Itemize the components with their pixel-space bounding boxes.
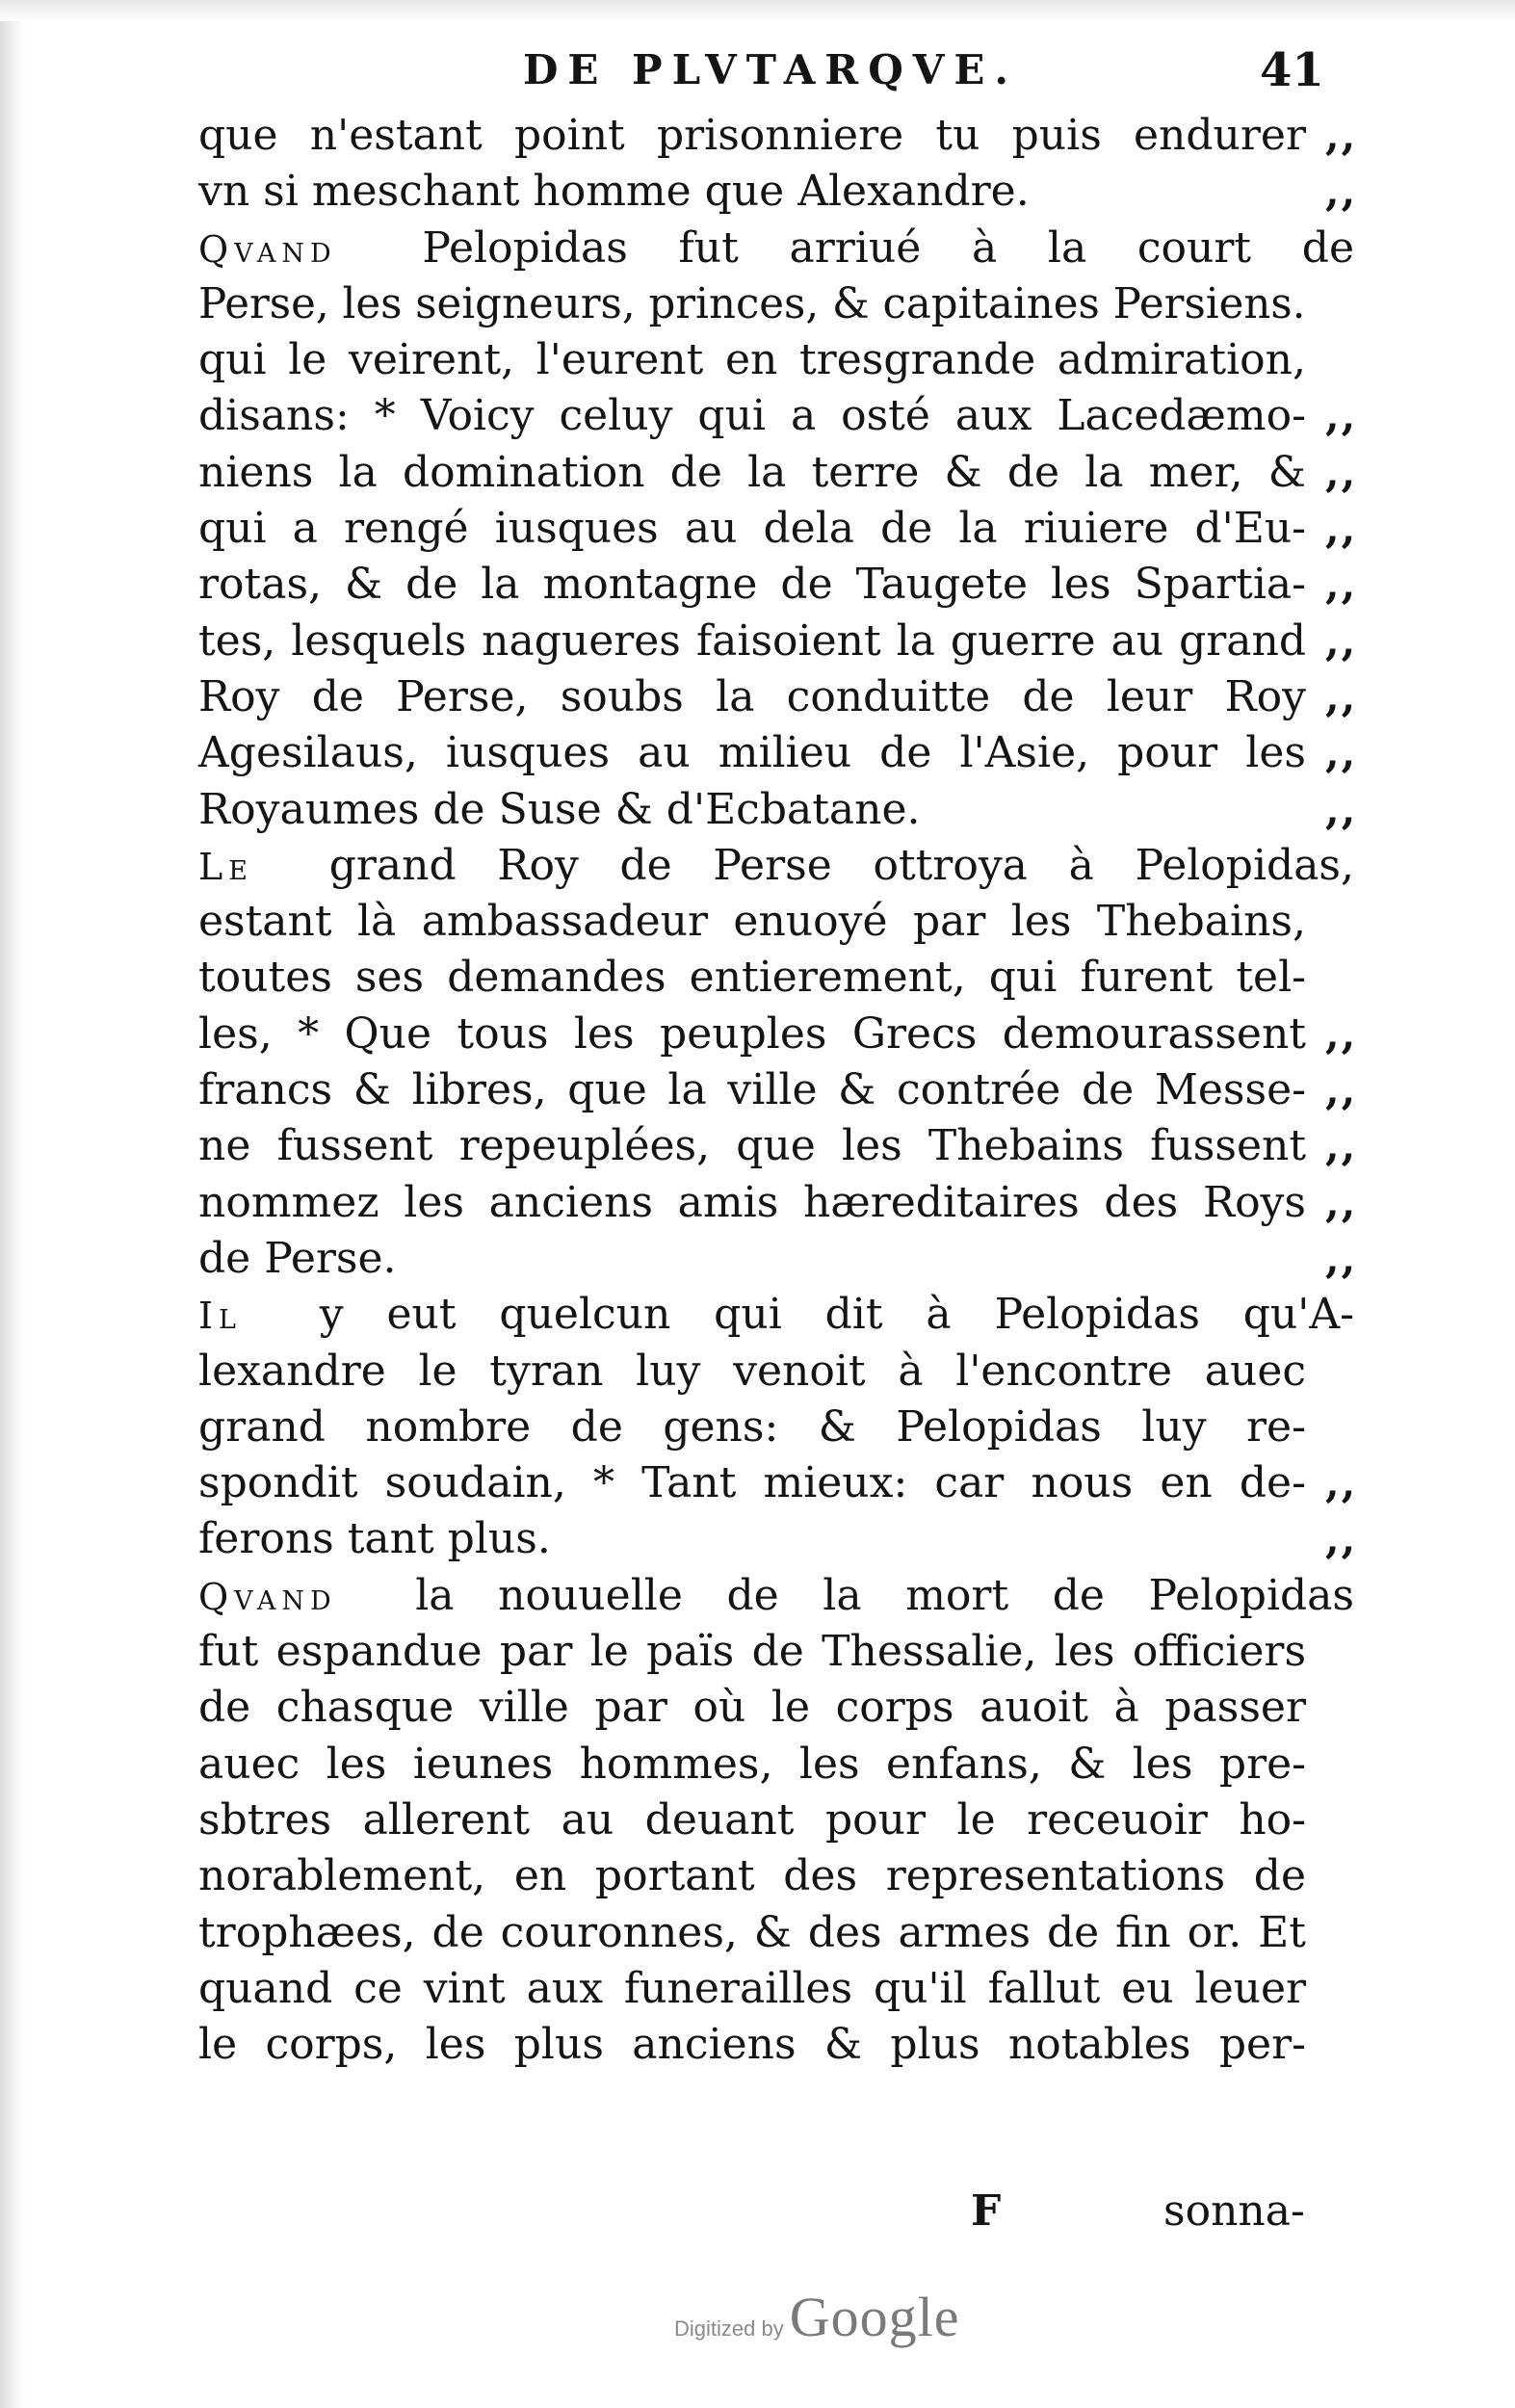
google-logo: Google bbox=[789, 2286, 960, 2348]
line-text: Royaumes de Suse & d'Ecbatane. bbox=[198, 784, 921, 834]
quotation-marker: ,, bbox=[1325, 561, 1358, 609]
page-edge-shadow bbox=[0, 0, 25, 2408]
text-line bbox=[198, 669, 1358, 725]
line-text: nommez les anciens amis hæreditaires des Roys bbox=[198, 1177, 1306, 1227]
line-text: rotas, & de la montagne de Taugete les Spartia- bbox=[198, 560, 1307, 610]
line-text: Roy de Perse, soubs la conduitte de leur Roy bbox=[198, 671, 1307, 721]
text-line bbox=[198, 894, 1354, 950]
text-line bbox=[198, 725, 1358, 781]
line-text: sbtres allerent au deuant pour le receuoir ho- bbox=[198, 1794, 1307, 1845]
watermark-prefix: Digitized by bbox=[674, 2316, 784, 2341]
text-line bbox=[198, 1848, 1354, 1904]
catchword: sonna- bbox=[1163, 2186, 1305, 2236]
digitized-watermark bbox=[674, 2285, 959, 2352]
text-line bbox=[198, 1400, 1354, 1455]
line-text: de chasque ville par où le corps auoit à passer bbox=[198, 1683, 1306, 1733]
text-line bbox=[198, 1511, 1358, 1567]
text-line bbox=[198, 1455, 1358, 1511]
line-text: de Perse. bbox=[198, 1233, 397, 1283]
text-line bbox=[198, 1007, 1358, 1062]
paragraph-initial: Qvand bbox=[198, 227, 337, 271]
quotation-marker: ,, bbox=[1325, 1066, 1358, 1114]
text-line bbox=[198, 1680, 1354, 1736]
text-line bbox=[198, 276, 1354, 332]
text-line bbox=[198, 1118, 1358, 1174]
quotation-marker: ,, bbox=[1325, 392, 1358, 440]
line-text: niens la domination de la terre & de la mer, & bbox=[198, 447, 1306, 497]
line-text: y eut quelcun qui dit à Pelopidas qu'A- bbox=[319, 1290, 1354, 1340]
text-line bbox=[198, 1062, 1358, 1118]
quotation-marker: ,, bbox=[1325, 1122, 1358, 1170]
quotation-marker: ,, bbox=[1325, 785, 1358, 833]
text-line bbox=[198, 1905, 1354, 1961]
line-text: ne fussent repeuplées, que les Thebains fussent bbox=[198, 1121, 1307, 1171]
text-line bbox=[198, 332, 1354, 388]
line-text: quand ce vint aux funerailles qu'il fallut eu leuer bbox=[198, 1963, 1307, 2013]
quotation-marker: ,, bbox=[1325, 1178, 1358, 1226]
text-line bbox=[198, 1344, 1354, 1400]
quotation-marker: ,, bbox=[1325, 1234, 1358, 1282]
line-text: spondit soudain, * Tant mieux: car nous en de- bbox=[198, 1458, 1306, 1508]
quotation-marker: ,, bbox=[1325, 1459, 1358, 1507]
page-top-shadow bbox=[0, 0, 1515, 21]
quotation-marker: ,, bbox=[1325, 1515, 1358, 1563]
text-line bbox=[198, 1231, 1358, 1287]
running-head bbox=[0, 37, 1515, 104]
text-line bbox=[198, 838, 1354, 894]
quotation-marker: ,, bbox=[1325, 672, 1358, 720]
page-footer bbox=[0, 2186, 1515, 2254]
paragraph-initial: Qvand bbox=[198, 1575, 337, 1618]
text-line bbox=[198, 614, 1358, 669]
quotation-marker: ,, bbox=[1325, 729, 1358, 777]
signature-mark: F bbox=[971, 2186, 1002, 2236]
line-text: le corps, les plus anciens & plus notables per- bbox=[198, 2020, 1306, 2070]
line-text: la nouuelle de la mort de Pelopidas bbox=[415, 1570, 1354, 1620]
line-text: que n'estant point prisonniere tu puis endurer bbox=[198, 111, 1306, 160]
text-line bbox=[198, 108, 1358, 164]
quotation-marker: ,, bbox=[1325, 168, 1358, 216]
text-line bbox=[198, 1287, 1354, 1343]
line-text: ferons tant plus. bbox=[198, 1514, 551, 1564]
quotation-marker: ,, bbox=[1325, 1009, 1358, 1058]
paragraph-initial: Il bbox=[198, 1295, 242, 1338]
line-text: grand nombre de gens: & Pelopidas luy re- bbox=[198, 1401, 1306, 1452]
line-text: francs & libres, que la ville & contrée de Messe- bbox=[198, 1065, 1306, 1115]
paragraph-initial: Le bbox=[198, 845, 253, 888]
body-text bbox=[198, 108, 1358, 2073]
line-text: trophæes, de couronnes, & des armes de fin or. Et bbox=[198, 1907, 1306, 1957]
page-number: 41 bbox=[1260, 43, 1324, 97]
running-title: DE PLVTARQVE. bbox=[522, 46, 1019, 93]
text-line bbox=[198, 1961, 1354, 2017]
text-line bbox=[198, 1793, 1354, 1848]
line-text: les, * Que tous les peuples Grecs demourassent bbox=[198, 1008, 1306, 1059]
text-line bbox=[198, 388, 1358, 444]
line-text: Agesilaus, iusques au milieu de l'Asie, pour les bbox=[198, 728, 1306, 778]
line-text: vn si meschant homme que Alexandre. bbox=[198, 167, 1030, 217]
line-text: grand Roy de Perse ottroya à Pelopidas, bbox=[328, 840, 1354, 890]
line-text: tes, lesquels nagueres faisoient la guerre au grand bbox=[198, 615, 1307, 666]
text-line bbox=[198, 1737, 1354, 1793]
quotation-marker: ,, bbox=[1325, 112, 1358, 159]
quotation-marker: ,, bbox=[1325, 505, 1358, 553]
text-line bbox=[198, 1175, 1358, 1231]
line-text: toutes ses demandes entierement, qui furent tel- bbox=[198, 953, 1307, 1003]
line-text: Pelopidas fut arriué à la court de bbox=[422, 222, 1354, 273]
line-text: disans: * Voicy celuy qui a osté aux Lacedæmo- bbox=[198, 391, 1306, 441]
text-line bbox=[198, 782, 1358, 838]
line-text: Perse, les seigneurs, princes, & capitaines Persiens. bbox=[198, 278, 1306, 328]
text-line bbox=[198, 501, 1358, 557]
text-line bbox=[198, 1624, 1354, 1680]
text-line bbox=[198, 557, 1358, 613]
line-text: auec les ieunes hommes, les enfans, & les pre- bbox=[198, 1739, 1307, 1789]
line-text: estant là ambassadeur enuoyé par les Thebains, bbox=[198, 897, 1307, 947]
line-text: qui a rengé iusques au dela de la riuiere d'Eu- bbox=[198, 504, 1307, 554]
text-line bbox=[198, 950, 1354, 1006]
line-text: fut espandue par le païs de Thessalie, les officiers bbox=[198, 1627, 1307, 1677]
text-line bbox=[198, 1568, 1354, 1624]
text-line bbox=[198, 2017, 1354, 2073]
line-text: lexandre le tyran luy venoit à l'encontre auec bbox=[198, 1346, 1307, 1396]
line-text: norablement, en portant des representations de bbox=[198, 1851, 1307, 1901]
text-line bbox=[198, 445, 1358, 501]
text-line bbox=[198, 221, 1354, 276]
quotation-marker: ,, bbox=[1325, 448, 1358, 496]
quotation-marker: ,, bbox=[1325, 616, 1358, 665]
text-line bbox=[198, 164, 1358, 220]
line-text: qui le veirent, l'eurent en tresgrande admiration, bbox=[198, 335, 1306, 385]
